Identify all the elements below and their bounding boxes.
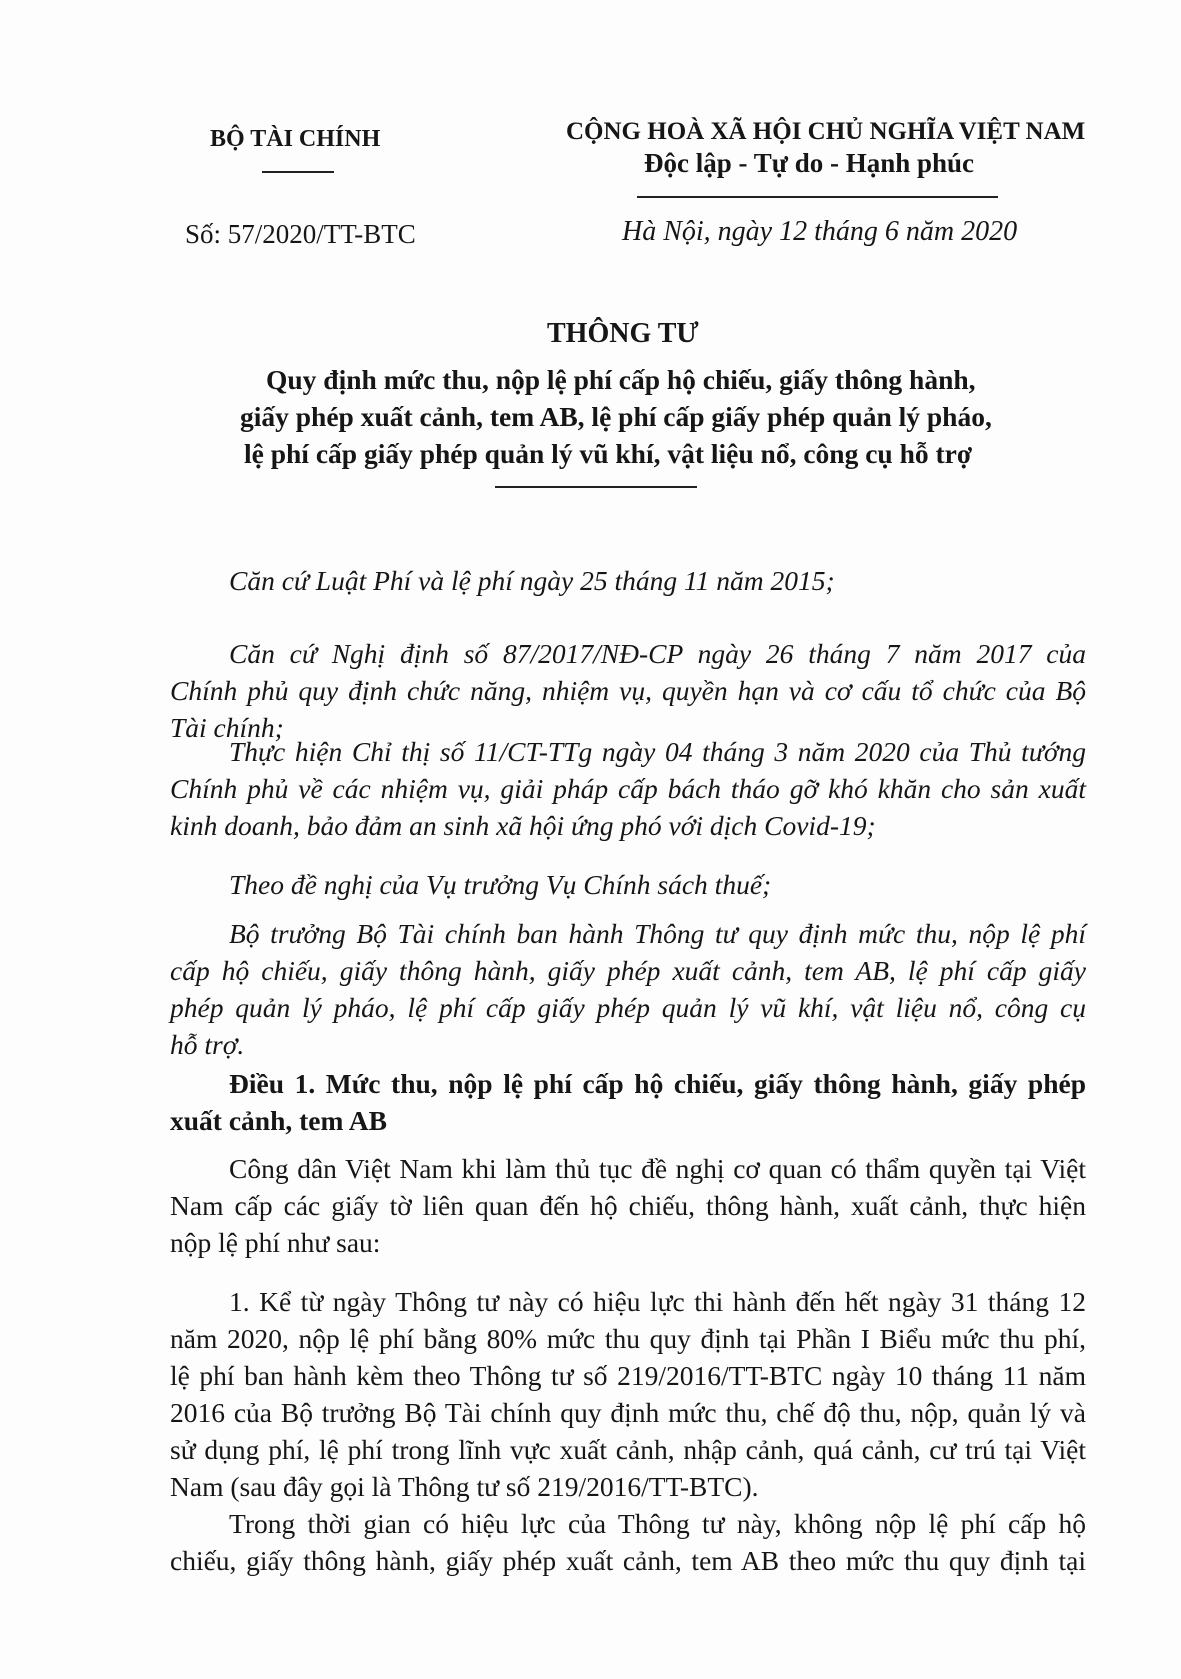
body-line: lệ phí ban hành kèm theo Thông tư số 219/2016/TT-BTC ngày 10 tháng 11 năm [170, 1360, 1086, 1391]
preamble-proposal [170, 866, 1086, 903]
body-line: 2016 của Bộ trưởng Bộ Tài chính quy định mức thu, chế độ thu, nộp, quản lý và [170, 1397, 1086, 1428]
preamble-line: Tài chính; [170, 712, 284, 743]
place-and-date: Hà Nội, ngày 12 tháng 6 năm 2020 [622, 216, 1018, 247]
body-line: Nam (sau đây gọi là Thông tư số 219/2016/TT-BTC). [170, 1471, 759, 1502]
preamble-line: Chính phủ về các nhiệm vụ, giải pháp cấp bách tháo gỡ khó khăn cho sản xuất [170, 773, 1086, 804]
title-line: Quy định mức thu, nộp lệ phí cấp hộ chiếu, giấy thông hành, [266, 364, 976, 395]
preamble-line: Căn cứ Nghị định số 87/2017/NĐ-CP ngày 26 tháng 7 năm 2017 của [229, 638, 1086, 669]
agency-underline [262, 171, 334, 173]
preamble-line: phép quản lý pháo, lệ phí cấp giấy phép quản lý vũ khí, vật liệu nổ, công cụ [170, 992, 1086, 1023]
heading-line: xuất cảnh, tem AB [170, 1105, 387, 1136]
preamble-line: Thực hiện Chỉ thị số 11/CT-TTg ngày 04 tháng 3 năm 2020 của Thủ tướng [229, 736, 1086, 767]
document-number: Số: 57/2020/TT-BTC [185, 219, 416, 249]
article-1-intro [170, 1150, 1086, 1261]
title-line: lệ phí cấp giấy phép quản lý vũ khí, vật liệu nổ, công cụ hỗ trợ [244, 438, 973, 469]
preamble-law [170, 562, 1086, 599]
document-type: THÔNG TƯ [547, 318, 699, 349]
preamble-directive [170, 733, 1086, 844]
title-underline [495, 486, 697, 488]
motto-underline [637, 196, 998, 198]
preamble-line: Chính phủ quy định chức năng, nhiệm vụ, quyền hạn và cơ cấu tổ chức của Bộ [170, 675, 1086, 706]
preamble-line: hỗ trợ. [170, 1029, 245, 1060]
body-line: nộp lệ phí như sau: [170, 1227, 381, 1258]
preamble-decree [170, 635, 1086, 746]
body-line: Nam cấp các giấy tờ liên quan đến hộ chiếu, thông hành, xuất cảnh, thực hiện [170, 1190, 1086, 1221]
article-1-clause-1 [170, 1283, 1086, 1505]
preamble-line: kinh doanh, bảo đảm an sinh xã hội ứng phó với dịch Covid-19; [170, 810, 876, 841]
body-line: Công dân Việt Nam khi làm thủ tục đề nghị cơ quan có thẩm quyền tại Việt [229, 1153, 1086, 1184]
body-line: sử dụng phí, lệ phí trong lĩnh vực xuất cảnh, nhập cảnh, quá cảnh, cư trú tại Việt [170, 1434, 1086, 1465]
preamble-line: Căn cứ Luật Phí và lệ phí ngày 25 tháng 11 năm 2015; [229, 565, 835, 596]
title-line: giấy phép xuất cảnh, tem AB, lệ phí cấp giấy phép quản lý pháo, [240, 401, 992, 432]
preamble-line: Bộ trưởng Bộ Tài chính ban hành Thông tư quy định mức thu, nộp lệ phí [229, 918, 1086, 949]
issuing-agency: BỘ TÀI CHÍNH [210, 126, 381, 152]
article-1-paragraph-2 [170, 1505, 1086, 1579]
body-line: Trong thời gian có hiệu lực của Thông tư này, không nộp lệ phí cấp hộ [229, 1508, 1086, 1539]
body-line: năm 2020, nộp lệ phí bằng 80% mức thu quy định tại Phần I Biểu mức thu phí, [170, 1323, 1086, 1354]
body-line: 1. Kể từ ngày Thông tư này có hiệu lực thi hành đến hết ngày 31 tháng 12 [229, 1286, 1086, 1317]
preamble-line: cấp hộ chiếu, giấy thông hành, giấy phép xuất cảnh, tem AB, lệ phí cấp giấy [170, 955, 1086, 986]
country-name: CỘNG HOÀ XÃ HỘI CHỦ NGHĨA VIỆT NAM [566, 118, 1086, 145]
article-1-heading [170, 1065, 1086, 1139]
national-motto: Độc lập - Tự do - Hạnh phúc [644, 148, 975, 178]
heading-line: Điều 1. Mức thu, nộp lệ phí cấp hộ chiếu, giấy thông hành, giấy phép [229, 1068, 1086, 1099]
body-line: chiếu, giấy thông hành, giấy phép xuất cảnh, tem AB theo mức thu quy định tại [170, 1545, 1086, 1576]
preamble-issuance [170, 915, 1086, 1063]
preamble-line: Theo đề nghị của Vụ trưởng Vụ Chính sách thuế; [229, 869, 772, 900]
